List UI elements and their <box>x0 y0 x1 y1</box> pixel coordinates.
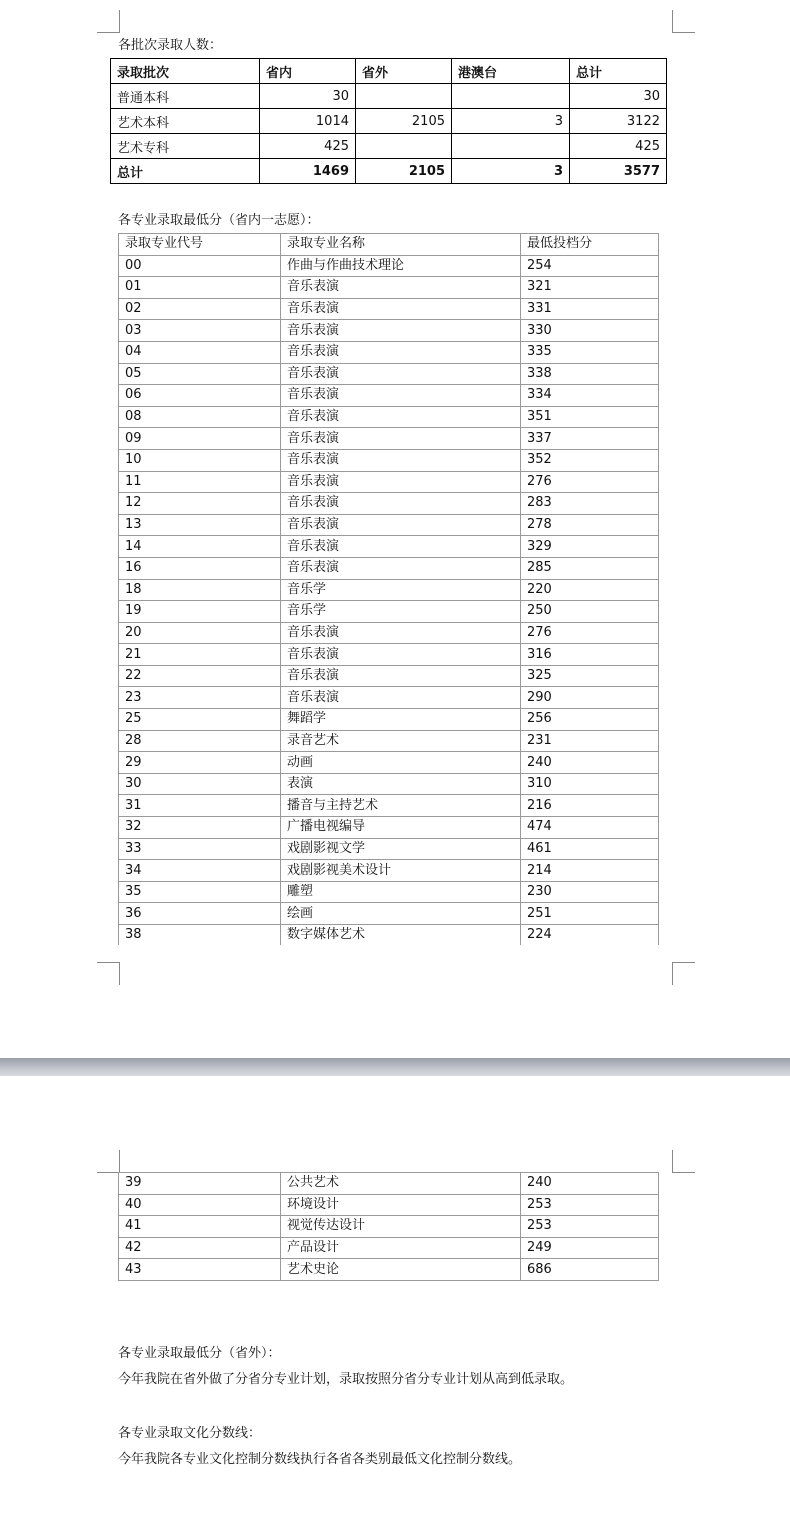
table-cell: 33 <box>119 838 281 860</box>
table-cell: 04 <box>119 341 281 363</box>
table-cell: 公共艺术 <box>281 1173 521 1195</box>
table-cell: 10 <box>119 449 281 471</box>
table-row <box>119 1173 659 1195</box>
table-cell: 330 <box>521 320 659 342</box>
header-cell: 省内 <box>260 59 356 84</box>
table-cell: 2105 <box>356 109 452 134</box>
table-cell: 1014 <box>260 109 356 134</box>
table-cell: 音乐表演 <box>281 363 521 385</box>
table-cell: 戏剧影视美术设计 <box>281 860 521 882</box>
table-cell: 音乐学 <box>281 579 521 601</box>
table-cell: 32 <box>119 817 281 839</box>
table-cell: 351 <box>521 406 659 428</box>
table-row <box>119 925 659 946</box>
table-cell: 普通本科 <box>111 84 260 109</box>
table-row <box>119 665 659 687</box>
table-cell: 34 <box>119 860 281 882</box>
table-cell: 316 <box>521 644 659 666</box>
table-cell: 40 <box>119 1194 281 1216</box>
table-cell: 338 <box>521 363 659 385</box>
table-cell: 224 <box>521 925 659 946</box>
table-cell: 28 <box>119 730 281 752</box>
table-cell: 23 <box>119 687 281 709</box>
table-cell: 214 <box>521 860 659 882</box>
table-cell: 256 <box>521 709 659 731</box>
table-cell: 音乐表演 <box>281 622 521 644</box>
table-cell: 3 <box>452 109 570 134</box>
table-cell: 461 <box>521 838 659 860</box>
table-row <box>119 493 659 515</box>
header-cell: 录取批次 <box>111 59 260 84</box>
table-cell: 14 <box>119 536 281 558</box>
table-cell: 总计 <box>111 159 260 184</box>
out-province-text: 今年我院在省外做了分省分专业计划，录取按照分省分专业计划从高到低录取。 <box>118 1372 574 1387</box>
table-cell: 00 <box>119 255 281 277</box>
table-cell: 38 <box>119 925 281 946</box>
header-cell: 港澳台 <box>452 59 570 84</box>
table-cell: 16 <box>119 557 281 579</box>
table-cell: 舞蹈学 <box>281 709 521 731</box>
table-cell: 231 <box>521 730 659 752</box>
table-cell: 广播电视编导 <box>281 817 521 839</box>
page-separator <box>0 1058 790 1076</box>
table-cell: 250 <box>521 601 659 623</box>
table-cell: 环境设计 <box>281 1194 521 1216</box>
table-row <box>119 428 659 450</box>
table-cell: 335 <box>521 341 659 363</box>
table-row <box>119 687 659 709</box>
major-score-table <box>118 233 659 945</box>
table-cell: 3 <box>452 159 570 184</box>
table-row <box>119 752 659 774</box>
header-cell: 总计 <box>570 59 667 84</box>
table-cell: 音乐表演 <box>281 320 521 342</box>
table-cell: 音乐表演 <box>281 665 521 687</box>
table-row <box>119 320 659 342</box>
table-cell: 绘画 <box>281 903 521 925</box>
table-cell: 22 <box>119 665 281 687</box>
table-cell: 290 <box>521 687 659 709</box>
table-cell: 686 <box>521 1259 659 1281</box>
table-row <box>119 341 659 363</box>
table-row <box>119 255 659 277</box>
table-cell: 音乐表演 <box>281 449 521 471</box>
table-cell: 425 <box>260 134 356 159</box>
table-cell: 05 <box>119 363 281 385</box>
table-cell: 音乐表演 <box>281 406 521 428</box>
table-cell: 播音与主持艺术 <box>281 795 521 817</box>
table-cell: 35 <box>119 881 281 903</box>
table-cell: 09 <box>119 428 281 450</box>
table-cell: 352 <box>521 449 659 471</box>
table-cell: 雕塑 <box>281 881 521 903</box>
table-cell: 310 <box>521 773 659 795</box>
table-cell: 数字媒体艺术 <box>281 925 521 946</box>
major-header-row <box>119 234 659 256</box>
table-cell: 音乐学 <box>281 601 521 623</box>
table-row <box>119 601 659 623</box>
header-cell: 最低投档分 <box>521 234 659 256</box>
table-cell: 3122 <box>570 109 667 134</box>
table-row <box>119 622 659 644</box>
table-cell: 30 <box>260 84 356 109</box>
corner-mark-bottom-left <box>97 962 120 985</box>
table-cell: 音乐表演 <box>281 385 521 407</box>
table-cell: 30 <box>119 773 281 795</box>
table-cell: 音乐表演 <box>281 493 521 515</box>
table-row <box>119 557 659 579</box>
table-cell: 474 <box>521 817 659 839</box>
corner-mark-top-left <box>97 1150 120 1173</box>
table-cell: 283 <box>521 493 659 515</box>
table-row <box>119 406 659 428</box>
table-cell: 音乐表演 <box>281 536 521 558</box>
table-cell: 36 <box>119 903 281 925</box>
table-cell: 01 <box>119 277 281 299</box>
table-row <box>119 1216 659 1238</box>
table-cell: 06 <box>119 385 281 407</box>
table-cell: 20 <box>119 622 281 644</box>
table-row <box>119 730 659 752</box>
table-cell: 音乐表演 <box>281 277 521 299</box>
table-cell: 艺术史论 <box>281 1259 521 1281</box>
table-cell: 43 <box>119 1259 281 1281</box>
table-cell: 11 <box>119 471 281 493</box>
table-cell: 21 <box>119 644 281 666</box>
table-cell: 戏剧影视文学 <box>281 838 521 860</box>
table-cell: 音乐表演 <box>281 557 521 579</box>
header-cell: 录取专业名称 <box>281 234 521 256</box>
table-cell: 音乐表演 <box>281 428 521 450</box>
table-cell: 动画 <box>281 752 521 774</box>
table-cell: 产品设计 <box>281 1237 521 1259</box>
table-cell: 音乐表演 <box>281 687 521 709</box>
table-cell: 331 <box>521 298 659 320</box>
table-cell: 325 <box>521 665 659 687</box>
table-row <box>119 363 659 385</box>
table-cell: 1469 <box>260 159 356 184</box>
batch-caption: 各批次录取人数： <box>118 38 223 53</box>
table-cell: 29 <box>119 752 281 774</box>
table-cell: 240 <box>521 752 659 774</box>
table-row <box>119 838 659 860</box>
table-cell: 253 <box>521 1216 659 1238</box>
table-cell: 表演 <box>281 773 521 795</box>
table-row <box>119 536 659 558</box>
table-cell: 321 <box>521 277 659 299</box>
table-cell: 253 <box>521 1194 659 1216</box>
table-cell: 249 <box>521 1237 659 1259</box>
table-row <box>119 1259 659 1281</box>
header-cell: 录取专业代号 <box>119 234 281 256</box>
table-cell: 13 <box>119 514 281 536</box>
table-cell: 08 <box>119 406 281 428</box>
table-cell: 276 <box>521 622 659 644</box>
major-caption: 各专业录取最低分（省内一志愿）： <box>118 213 320 228</box>
table-row <box>119 795 659 817</box>
table-row <box>119 471 659 493</box>
table-cell: 2105 <box>356 159 452 184</box>
table-cell: 作曲与作曲技术理论 <box>281 255 521 277</box>
table-cell: 音乐表演 <box>281 514 521 536</box>
table-cell: 音乐表演 <box>281 341 521 363</box>
table-cell: 31 <box>119 795 281 817</box>
table-row <box>119 817 659 839</box>
table-cell: 39 <box>119 1173 281 1195</box>
table-row <box>119 903 659 925</box>
table-cell: 18 <box>119 579 281 601</box>
table-cell: 录音艺术 <box>281 730 521 752</box>
table-cell: 285 <box>521 557 659 579</box>
table-cell: 276 <box>521 471 659 493</box>
table-cell: 19 <box>119 601 281 623</box>
table-cell: 音乐表演 <box>281 471 521 493</box>
table-cell: 视觉传达设计 <box>281 1216 521 1238</box>
table-cell: 334 <box>521 385 659 407</box>
table-row <box>119 514 659 536</box>
table-cell: 音乐表演 <box>281 298 521 320</box>
header-cell: 省外 <box>356 59 452 84</box>
culture-line-caption: 各专业录取文化分数线： <box>118 1426 262 1441</box>
table-cell: 220 <box>521 579 659 601</box>
table-cell: 254 <box>521 255 659 277</box>
culture-line-text: 今年我院各专业文化控制分数线执行各省各类别最低文化控制分数线。 <box>118 1452 522 1467</box>
table-cell: 42 <box>119 1237 281 1259</box>
table-row <box>119 449 659 471</box>
table-row <box>119 773 659 795</box>
table-cell: 278 <box>521 514 659 536</box>
table-cell: 41 <box>119 1216 281 1238</box>
table-cell: 12 <box>119 493 281 515</box>
table-cell: 艺术本科 <box>111 109 260 134</box>
table-row <box>119 579 659 601</box>
table-row <box>119 709 659 731</box>
corner-mark-bottom-right <box>672 962 695 985</box>
corner-mark-top-right <box>672 1150 695 1173</box>
table-cell: 艺术专科 <box>111 134 260 159</box>
table-row <box>119 860 659 882</box>
table-cell: 425 <box>570 134 667 159</box>
table-cell: 329 <box>521 536 659 558</box>
table-cell: 251 <box>521 903 659 925</box>
table-cell: 30 <box>570 84 667 109</box>
table-cell: 音乐表演 <box>281 644 521 666</box>
table-cell: 02 <box>119 298 281 320</box>
table-cell: 03 <box>119 320 281 342</box>
table-cell: 230 <box>521 881 659 903</box>
table-row <box>119 298 659 320</box>
major-score-table-continued <box>118 1172 659 1281</box>
table-row <box>119 385 659 407</box>
table-row <box>119 277 659 299</box>
table-row <box>119 1194 659 1216</box>
table-cell: 25 <box>119 709 281 731</box>
table-cell: 337 <box>521 428 659 450</box>
table-cell: 3577 <box>570 159 667 184</box>
table-cell: 216 <box>521 795 659 817</box>
table-row <box>119 881 659 903</box>
table-cell: 240 <box>521 1173 659 1195</box>
out-province-caption: 各专业录取最低分（省外）： <box>118 1346 281 1361</box>
table-row <box>119 1237 659 1259</box>
table-row <box>119 644 659 666</box>
